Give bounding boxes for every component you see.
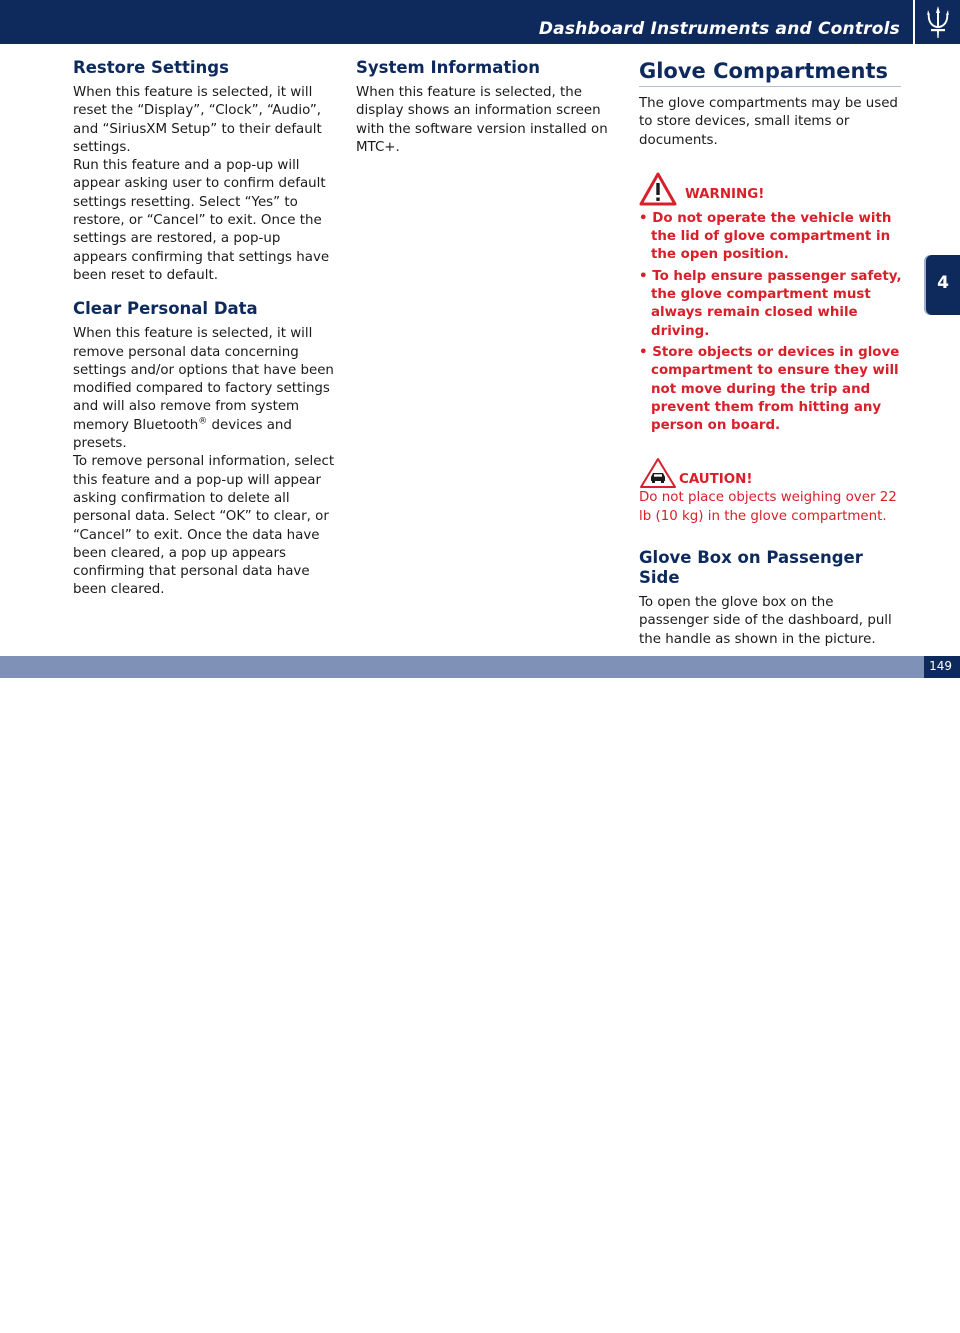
warning-item: • Store objects or devices in glove compartment to ensure they will not move during the trip and prevent them from hitting any person on board. [639, 344, 900, 434]
warning-list [639, 210, 904, 436]
warning-triangle-icon [639, 172, 677, 206]
caution-car-icon [639, 457, 677, 489]
system-information-paragraph: When this feature is selected, the display shows an information screen with the software version installed on MTC+. [356, 85, 608, 155]
page-number-box [924, 656, 960, 678]
brand-logo [913, 0, 960, 44]
caution-text: Do not place objects weighing over 22 lb (10 kg) in the glove compartment. [639, 490, 897, 524]
chapter-tab[interactable] [926, 255, 960, 315]
section-title: Dashboard Instruments and Controls [538, 19, 900, 39]
glove-compartments-heading: Glove Compartments [639, 58, 901, 87]
warning-item: • To help ensure passenger safety, the glove compartment must always remain closed while driving. [639, 268, 902, 339]
clear-personal-data-heading: Clear Personal Data [73, 299, 258, 319]
column-middle [356, 58, 618, 157]
system-information-heading: System Information [356, 58, 540, 77]
glove-box-heading: Glove Box on Passenger Side [639, 548, 863, 588]
caution-title: CAUTION! [679, 472, 753, 488]
clear-personal-data-paragraph-1: When this feature is selected, it will remove personal data concerning settings and/or options that have been modified compared to factory settings and will also remove from system memory Bluetooth® devices and presets. [73, 326, 334, 452]
clear-personal-data-paragraph-2: To remove personal information, select this feature and a pop-up will appear asking confirmation to delete all personal data. Select “OK” to clear, or “Cancel” to exit. Once the data have been cleared, a pop up appears confirming that personal data have been cleared. [73, 454, 335, 598]
page-number: 149 [929, 659, 952, 673]
watermark: carmanualsonline.info [560, 1308, 814, 1333]
restore-settings-heading: Restore Settings [73, 58, 229, 77]
trident-icon [925, 4, 951, 40]
glove-box-paragraph: To open the glove box on the passenger side of the dashboard, pull the handle as shown in the picture. [639, 595, 892, 647]
column-left [73, 58, 338, 600]
header-bar [0, 0, 960, 44]
glove-compartments-paragraph: The glove compartments may be used to store devices, small items or documents. [639, 96, 898, 148]
warning-header [639, 172, 904, 206]
footer-bar [0, 656, 960, 1333]
warning-item: • Do not operate the vehicle with the lid of glove compartment in the open position. [639, 210, 892, 263]
restore-settings-paragraph-2: Run this feature and a pop-up will appear asking user to confirm default settings resetting. Select “Yes” to restore, or “Cancel” to exit. Once the settings are restored, a pop-up appears confirming that settings have been reset to default. [73, 158, 330, 283]
warning-title: WARNING! [685, 186, 765, 202]
column-right [639, 58, 904, 649]
restore-settings-paragraph-1: When this feature is selected, it will reset the “Display”, “Clock”, “Audio”, and “SiriusXM Setup” to their default settings. [73, 85, 322, 155]
caution-header [639, 457, 904, 489]
chapter-number: 4 [937, 273, 949, 293]
